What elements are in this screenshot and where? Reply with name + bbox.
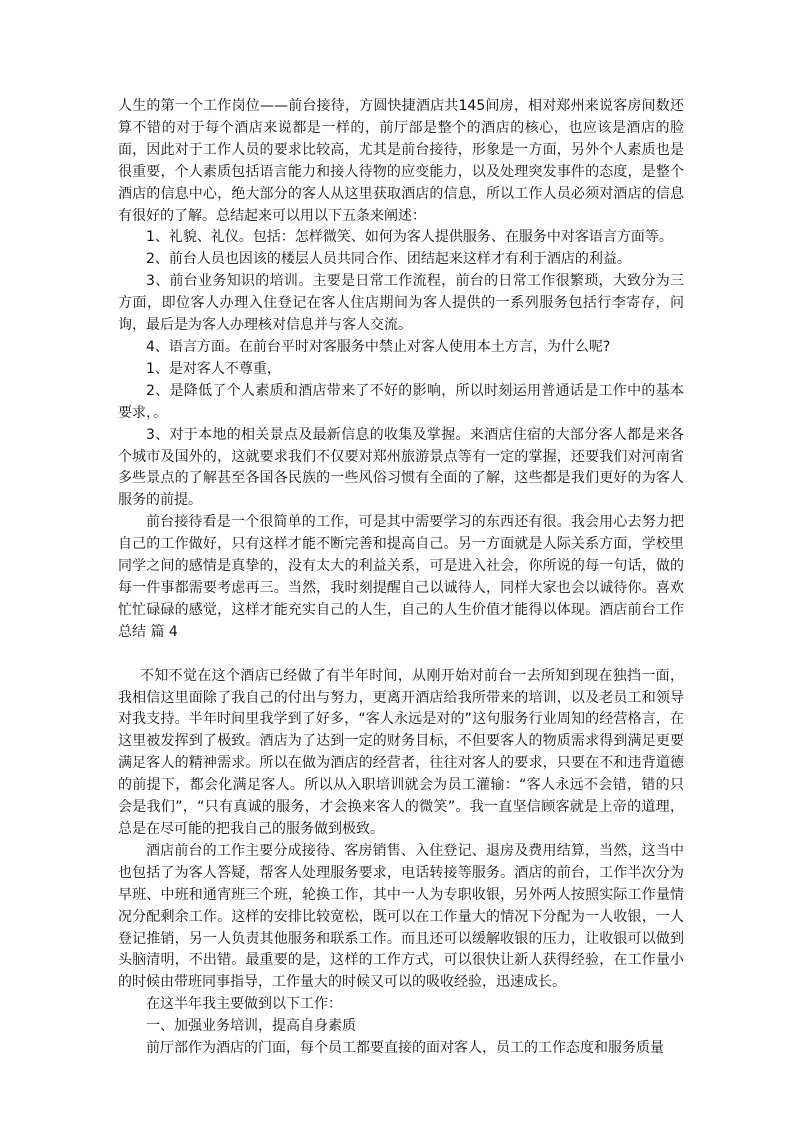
point-4: 4、语言方面。在前台平时对客服务中禁止对客人使用本土方言，为什么呢? bbox=[146, 338, 611, 355]
point-1: 1、礼貌、礼仪。包括：怎样微笑、如何为客人提供服务、在服务中对客语言方面等。 bbox=[146, 229, 673, 246]
section-gap bbox=[118, 644, 684, 666]
closing-paragraph: 前台接待看是一个很简单的工作，可是其中需要学习的东西还有很。我会用心去努力把自己的工作做好，只有这样才能不断完善和提高自己。另一方面就是人际关系方面，学校里同学之间的感情是真挚的，没有太大的利益关系，可是进入社会，你所说的每一句话，做的每一件事都需要考虑再三。当然，我时刻提醒自己以诚待人，同样大家也会以诚待你。喜欢忙忙碌碌的感觉，这样才能充实自己的人生，自己的人生价值才能得以体现。酒店前台工作总结 篇 4 bbox=[118, 514, 684, 640]
sub-point-3: 3、对于本地的相关景点及最新信息的收集及掌握。来酒店住宿的大部分客人都是来各个城市及国外的，这就要求我们不仅要对郑州旅游景点等有一定的掌握，还要我们对河南省多些景点的了解甚至各国各民族的一些风俗习惯有全面的了解，这些都是我们更好的为客人服务的前提。 bbox=[118, 426, 684, 509]
point-2: 2、前台人员也因该的楼层人员共同合作、团结起来这样才有利于酒店的利益。 bbox=[146, 251, 631, 268]
document-page bbox=[118, 96, 684, 1060]
sub-point-2: 2、是降低了个人素质和酒店带来了不好的影响，所以时刻运用普通话是工作中的基本要求，。 bbox=[118, 382, 684, 421]
section2-paragraph-2: 酒店前台的工作主要分成接待、客房销售、入住登记、退房及费用结算，当然，这当中也包括了为客人答疑，帮客人处理服务要求，电话转接等服务。酒店的前台，工作半次分为早班、中班和通宵班三个班，轮换工作，其中一人为专职收银，另外两人按照实际工作量情况分配剩余工作。这样的安排比较宽松，既可以在工作量大的情况下分配为一人收银，一人登记推销，另一人负责其他服务和联系工作。而且还可以缓解收银的压力，让收银可以做到头脑清明，不出错。最重要的是，这样的工作方式，可以很快让新人获得经验，在工作量小的时候由带班同事指导，工作量大的时候又可以的吸收经验，迅速成长。 bbox=[118, 842, 684, 991]
sub-point-1: 1、是对客人不尊重， bbox=[146, 360, 281, 377]
section2-paragraph-4: 前厅部作为酒店的门面，每个员工都要直接的面对客人，员工的工作态度和服务质量 bbox=[146, 1040, 664, 1057]
section2-paragraph-3: 在这半年我主要做到以下工作： bbox=[146, 996, 342, 1013]
point-3: 3、前台业务知识的培训。主要是日常工作流程，前台的日常工作很繁琐，大致分为三方面，即位客人办理入住登记在客人住店期间为客人提供的一系列服务包括行李寄存，问询，最后是为客人办理核对信息并与客人交流。 bbox=[118, 273, 684, 334]
section2-paragraph-1: 不知不觉在这个酒店已经做了有半年时间，从刚开始对前台一去所知到现在独挡一面，我相信这里面除了我自己的付出与努力，更离开酒店给我所带来的培训，以及老员工和领导对我支持。半年时间里我学到了好多，“客人永远是对的”这句服务行业周知的经营格言，在这里被发挥到了极致。酒店为了达到一定的财务目标，不但要客人的物质需求得到满足更要满足客人的精神需求。所以在做为酒店的经营者，往往对客人的要求，只要在不和违背道德的前提下，都会化满足客人。所以从入职培训就会为员工灌输：“客人永远不会错，错的只会是我们”，“只有真诚的服务，才会换来客人的微笑”。我一直坚信顾客就是上帝的道理，总是在尽可能的把我自己的服务做到极致。 bbox=[118, 667, 684, 837]
intro-paragraph: 人生的第一个工作岗位——前台接待，方圆快捷酒店共145间房，相对郑州来说客房间数还算不错的对于每个酒店来说都是一样的，前厅部是整个的酒店的核心，也应该是酒店的脸面，因此对于工作人员的要求比较高，尤其是前台接待，形象是一方面，另外个人素质也是很重要，个人素质包括语言能力和接人待物的应变能力，以及处理突发事件的态度，是整个酒店的信息中心，绝大部分的客人从这里获取酒店的信息，所以工作人员必须对酒店的信息有很好的了解。总结起来可以用以下五条来阐述： bbox=[118, 98, 684, 224]
section-heading: 一、加强业务培训，提高自身素质 bbox=[146, 1018, 356, 1035]
